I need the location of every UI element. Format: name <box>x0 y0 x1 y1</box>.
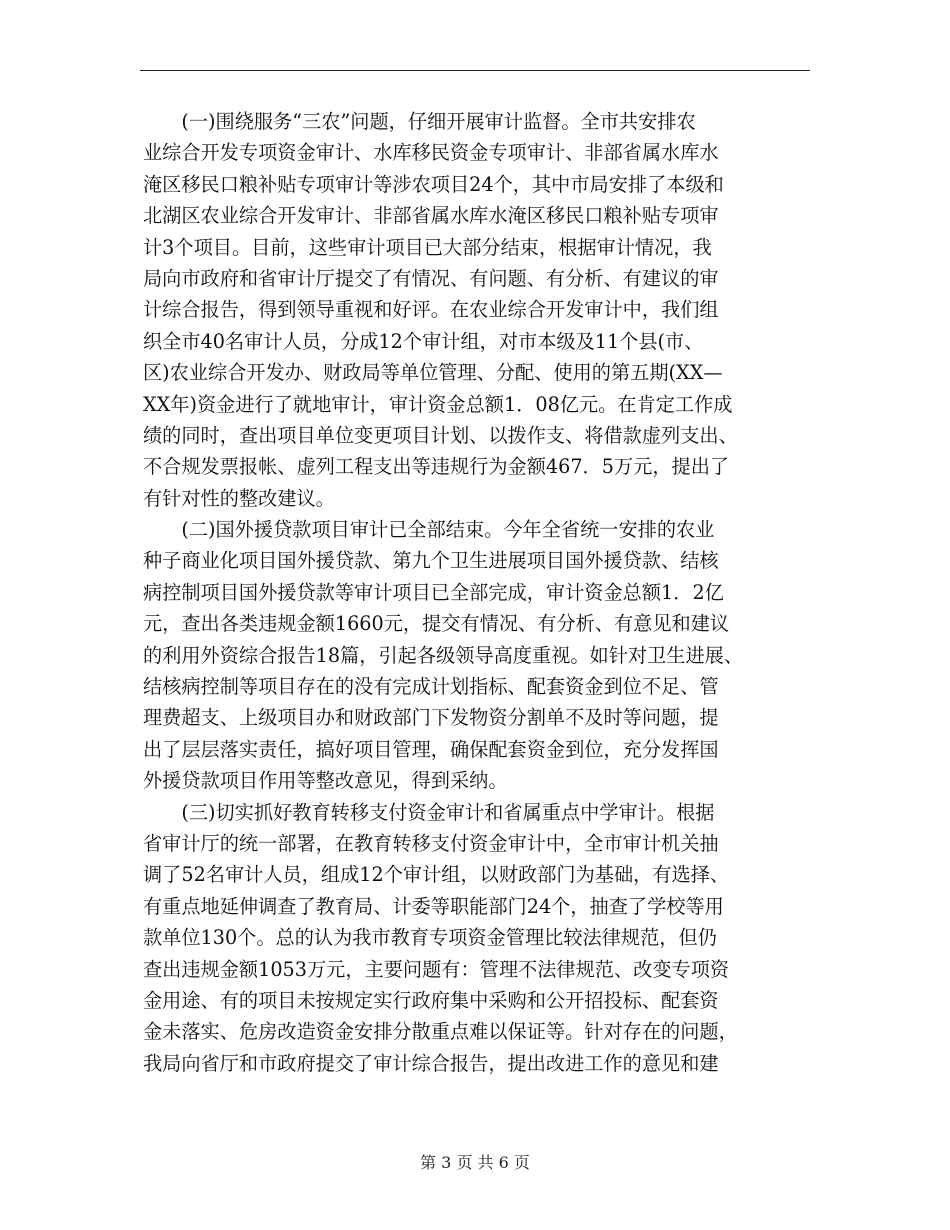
text-line: 理费超支、上级项目办和财政部门下发物资分割单不及时等问题，提 <box>143 706 719 730</box>
text-line: 淹区移民口粮补贴专项审计等涉农项目24个，其中市局安排了本级和 <box>143 172 724 196</box>
document-body <box>143 106 811 1079</box>
text-line: 查出违规金额1053万元，主要问题有：管理不法律规范、改变专项资 <box>143 957 730 981</box>
text-line: 计综合报告，得到领导重视和好评。在农业综合开发审计中，我们组 <box>143 298 719 322</box>
text-line: 绩的同时，查出项目单位变更项目计划、以拨作支、将借款虚列支出、 <box>143 423 738 447</box>
text-line: 计3个项目。目前，这些审计项目已大部分结束，根据审计情况，我 <box>143 235 712 259</box>
text-line: (一)围绕服务“三农”问题，仔细开展审计监督。全市共安排农 <box>143 110 696 133</box>
text-line: 出了层层落实责任，搞好项目管理，确保配套资金到位，充分发挥国 <box>143 737 719 761</box>
text-line: 款单位130个。总的认为我市教育专项资金管理比较法律规范，但仍 <box>143 926 717 950</box>
text-line: 不合规发票报帐、虚列工程支出等违规行为金额467．5万元，提出了 <box>143 455 730 479</box>
text-line: 我局向省厅和市政府提交了审计综合报告，提出改进工作的意见和建 <box>143 1051 719 1075</box>
text-line: (二)国外援贷款项目审计已全部结束。今年全省统一安排的农业 <box>143 518 715 542</box>
text-line: 外援贷款项目作用等整改意见，得到采纳。 <box>143 769 508 793</box>
text-line: 的利用外资综合报告18篇，引起各级领导高度重视。如针对卫生进展、 <box>143 643 744 667</box>
text-line: 元，查出各类违规金额1660元，提交有情况、有分析、有意见和建议 <box>143 612 730 636</box>
text-line: 业综合开发专项资金审计、水库移民资金专项审计、非部省属水库水 <box>143 141 719 165</box>
text-line: 有重点地延伸调查了教育局、计委等职能部门24个，抽查了学校等用 <box>143 894 724 918</box>
text-line: 省审计厅的统一部署，在教育转移支付资金审计中，全市审计机关抽 <box>143 831 719 855</box>
text-line: 金未落实、危房改造资金安排分散重点难以保证等。针对存在的问题， <box>143 1020 738 1044</box>
text-line: XX年)资金进行了就地审计，审计资金总额1．08亿元。在肯定工作成 <box>143 392 733 416</box>
text-line: 种子商业化项目国外援贷款、第九个卫生进展项目国外援贷款、结核 <box>143 549 719 573</box>
header-rule <box>140 70 810 71</box>
text-line: 织全市40名审计人员，分成12个审计组，对市本级及11个县(市、 <box>143 329 704 353</box>
text-line: 局向市政府和省审计厅提交了有情况、有问题、有分析、有建议的审 <box>143 266 719 290</box>
text-line: 结核病控制等项目存在的没有完成计划指标、配套资金到位不足、管 <box>143 675 719 699</box>
text-line: 调了52名审计人员，组成12个审计组，以财政部门为基础，有选择、 <box>143 863 730 887</box>
text-line: 病控制项目国外援贷款等审计项目已全部完成，审计资金总额1．2亿 <box>143 580 724 604</box>
text-line: 金用途、有的项目未按规定实行政府集中采购和公开招投标、配套资 <box>143 988 719 1012</box>
text-line: 区)农业综合开发办、财政局等单位管理、分配、使用的第五期(XX— <box>143 361 723 385</box>
text-line: (三)切实抓好教育转移支付资金审计和省属重点中学审计。根据 <box>143 800 715 824</box>
text-line: 北湖区农业综合开发审计、非部省属水库水淹区移民口粮补贴专项审 <box>143 204 719 228</box>
text-line: 有针对性的整改建议。 <box>143 486 335 510</box>
page-footer: 第 3 页 共 6 页 <box>420 1153 530 1172</box>
